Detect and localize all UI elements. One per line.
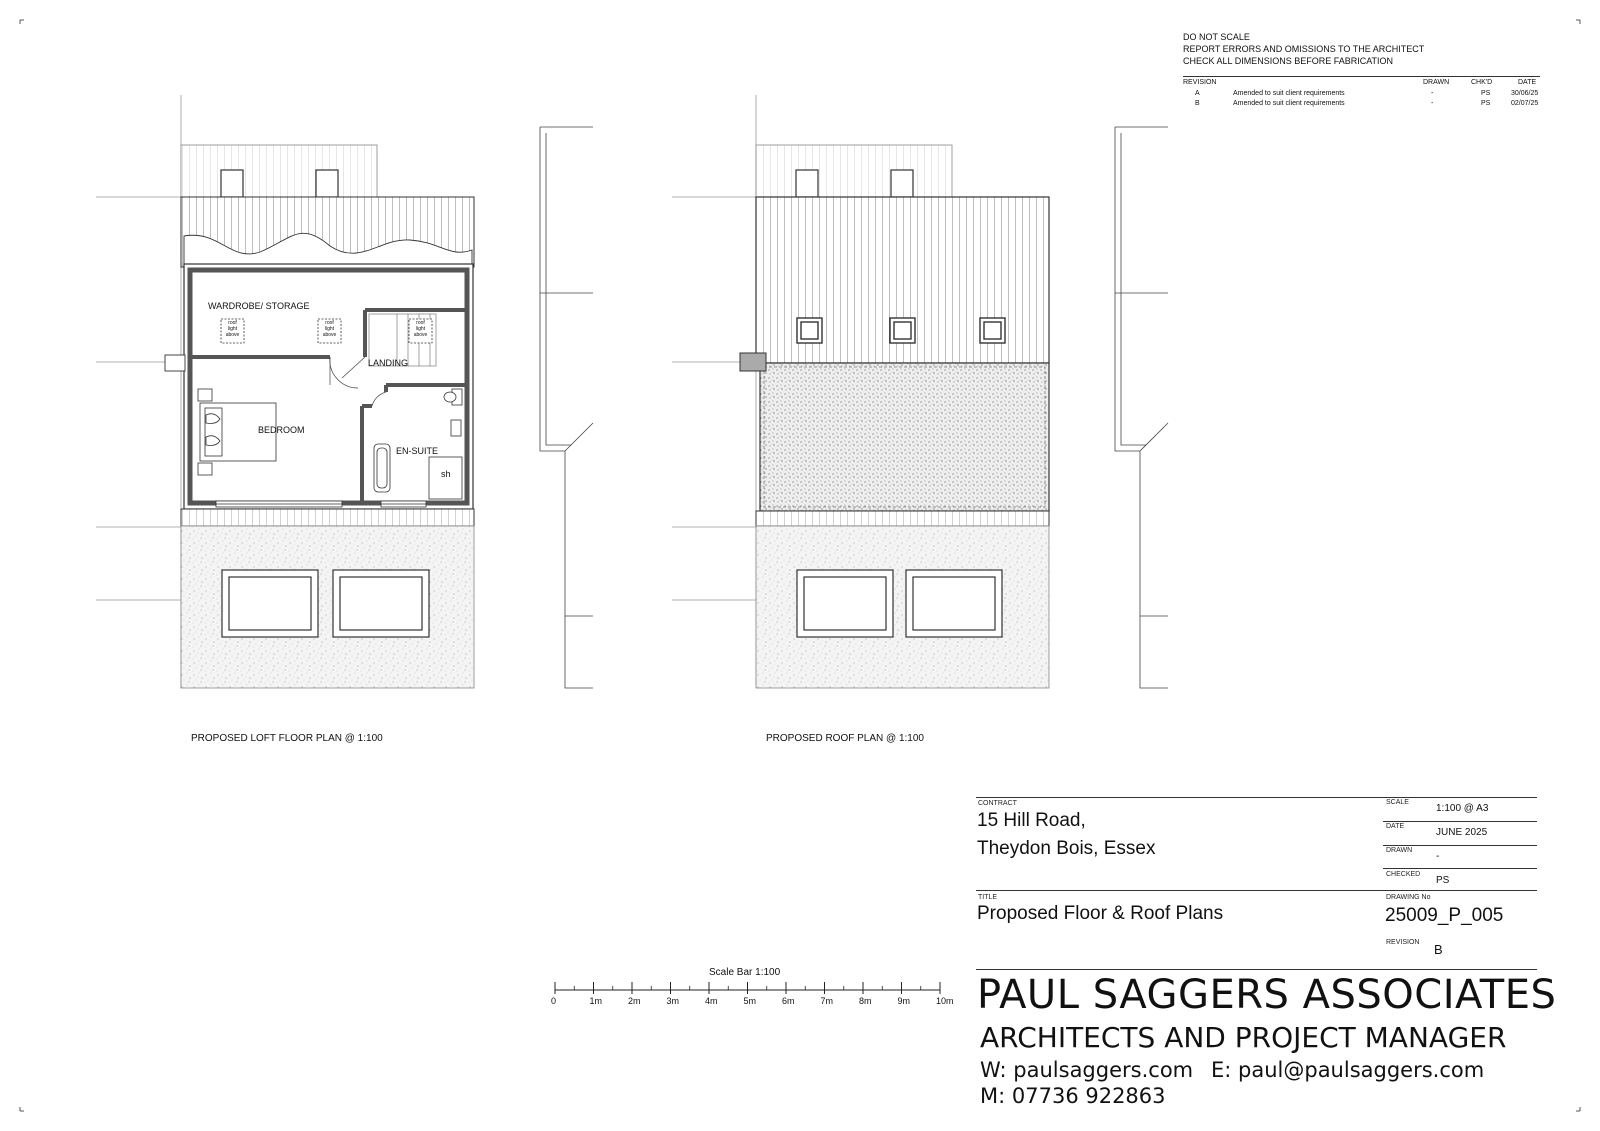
scale-tick-label: 8m <box>859 996 872 1006</box>
rev-row-a-rev: A <box>1195 90 1200 97</box>
rev-header-revision: REVISION <box>1183 79 1217 86</box>
room-label-landing: LANDING <box>368 358 409 368</box>
date-caption: DATE <box>1386 823 1405 830</box>
contract-line-1: 15 Hill Road, <box>977 810 1086 831</box>
checked-caption: CHECKED <box>1386 871 1421 878</box>
rev-row-b-rev: B <box>1195 100 1200 107</box>
scale-bar-title: Scale Bar 1:100 <box>709 967 781 978</box>
rev-header-chkd: CHK'D <box>1471 79 1493 86</box>
room-label-ensuite: EN-SUITE <box>396 446 439 456</box>
rooflight-label-3: roof light above <box>413 320 428 338</box>
scale-tick-label: 0 <box>551 996 557 1006</box>
rev-row-a-desc: Amended to suit client requirements <box>1233 90 1345 97</box>
drawn-value: - <box>1436 851 1440 862</box>
rev-row-b-desc: Amended to suit client requirements <box>1233 100 1345 107</box>
note-do-not-scale: DO NOT SCALE <box>1183 32 1250 42</box>
note-check-dimensions: CHECK ALL DIMENSIONS BEFORE FABRICATION <box>1183 56 1394 66</box>
scale-tick-label: 4m <box>705 996 718 1006</box>
revision-value: B <box>1434 942 1443 957</box>
drawing-title: Proposed Floor & Roof Plans <box>977 903 1224 924</box>
scale-tick-label: 3m <box>666 996 680 1006</box>
date-value: JUNE 2025 <box>1436 827 1488 838</box>
drawing-no-caption: DRAWING No <box>1386 894 1431 901</box>
scale-tick-label: 5m <box>743 996 757 1006</box>
scale-tick-label: 10m <box>936 996 954 1006</box>
loft-plan-caption: PROPOSED LOFT FLOOR PLAN @ 1:100 <box>191 733 383 744</box>
rooflight-label-2: roof light above <box>322 320 337 338</box>
checked-value: PS <box>1436 875 1450 886</box>
firm-mobile: M: 07736 922863 <box>980 1084 1166 1108</box>
rev-row-a-chkd: PS <box>1481 90 1491 97</box>
scale-tick-label: 1m <box>589 996 603 1006</box>
rev-header-drawn: DRAWN <box>1423 79 1450 86</box>
rev-row-b-drawn: - <box>1431 100 1434 107</box>
room-label-bedroom: BEDROOM <box>258 425 305 435</box>
roof-plan <box>672 95 1168 688</box>
scale-value: 1:100 @ A3 <box>1436 803 1489 814</box>
rev-row-b-chkd: PS <box>1481 100 1491 107</box>
firm-email[interactable]: E: paul@paulsaggers.com <box>1211 1058 1485 1082</box>
rev-header-date: DATE <box>1518 79 1537 86</box>
room-label-shower: sh <box>441 469 451 479</box>
scale-caption: SCALE <box>1386 799 1409 806</box>
rooflight-label-1: roof light above <box>225 320 240 338</box>
scale-tick-label: 7m <box>820 996 834 1006</box>
drawing-no-value: 25009_P_005 <box>1385 905 1504 926</box>
revision-caption: REVISION <box>1386 939 1420 946</box>
firm-web[interactable]: W: paulsaggers.com <box>980 1058 1194 1082</box>
rev-row-b-date: 02/07/25 <box>1511 100 1539 107</box>
firm-name: PAUL SAGGERS ASSOCIATES <box>977 972 1557 1018</box>
room-label-wardrobe: WARDROBE/ STORAGE <box>208 301 310 311</box>
contract-caption: CONTRACT <box>978 800 1017 807</box>
rev-row-a-drawn: - <box>1431 90 1434 97</box>
scale-bar <box>555 982 940 994</box>
scale-tick-label: 2m <box>628 996 641 1006</box>
contract-line-2: Theydon Bois, Essex <box>977 838 1156 859</box>
scale-tick-label: 9m <box>897 996 911 1006</box>
note-report-errors: REPORT ERRORS AND OMISSIONS TO THE ARCHITECT <box>1183 44 1425 54</box>
firm-tagline: ARCHITECTS AND PROJECT MANAGER <box>980 1021 1507 1054</box>
drawn-caption: DRAWN <box>1386 847 1413 854</box>
title-caption: TITLE <box>978 894 998 901</box>
scale-tick-label: 6m <box>782 996 795 1006</box>
roof-plan-caption: PROPOSED ROOF PLAN @ 1:100 <box>766 733 924 744</box>
rev-row-a-date: 30/06/25 <box>1511 90 1539 97</box>
loft-floor-plan <box>96 95 593 688</box>
